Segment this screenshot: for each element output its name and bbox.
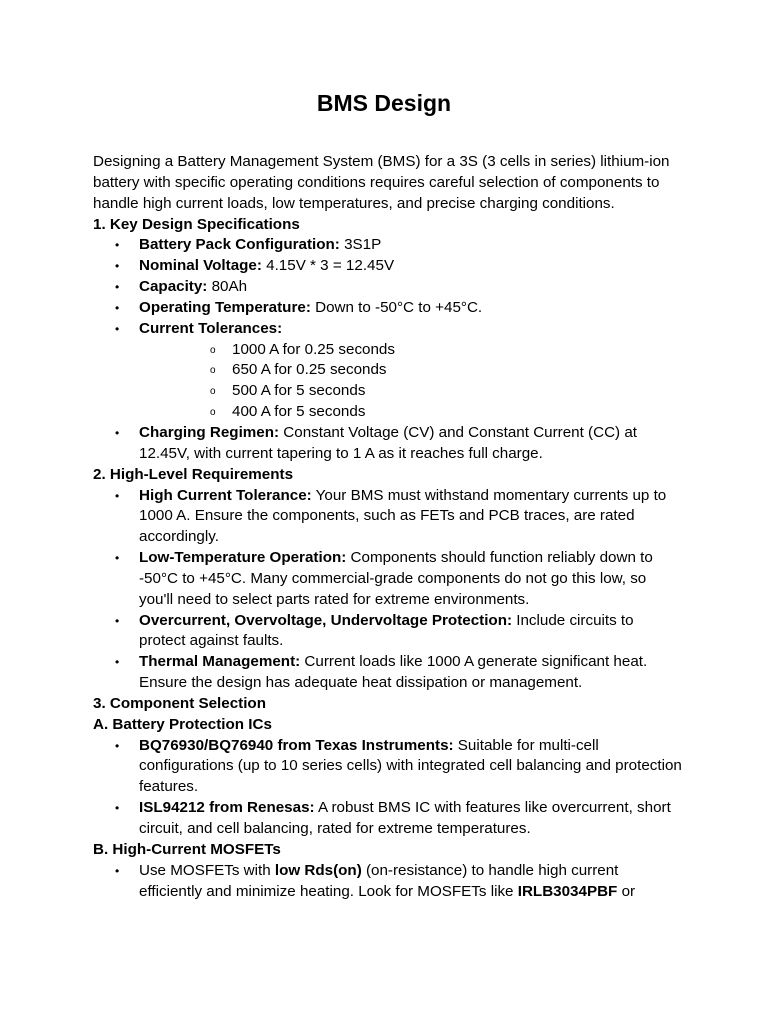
specifications-list	[93, 235, 683, 464]
list-item: • Low-Temperature Operation: Components should function reliably down to -50°C to +45°C. Many commercial-grade components do not go this low, so you'll need to select parts rated for extreme environments.	[93, 548, 683, 611]
list-item: • BQ76930/BQ76940 from Texas Instruments: Suitable for multi-cell configurations (up to 10 series cells) with integrated cell balancing and protection features.	[93, 736, 683, 799]
document-body	[93, 152, 683, 902]
mosfets-list	[93, 861, 683, 903]
protection-ics-list	[93, 736, 683, 840]
subsection-heading-mosfets: B. High-Current MOSFETs	[93, 840, 281, 858]
section-heading-requirements: 2. High-Level Requirements	[93, 465, 294, 483]
list-item: • ISL94212 from Renesas: A robust BMS IC with features like overcurrent, short circuit, and cell balancing, rated for extreme temperatures.	[93, 798, 683, 840]
sublist-item: o 650 A for 0.25 seconds	[139, 360, 683, 381]
page-title: BMS Design	[316, 90, 452, 116]
section-heading-specifications: 1. Key Design Specifications	[93, 215, 300, 233]
list-item: • Current Tolerances: o 1000 A for 0.25 seconds o 650 A for 0.25 seconds o 500 A for 5 seconds o 400 A for 5 seconds	[93, 319, 683, 423]
list-item: • Charging Regimen: Constant Voltage (CV) and Constant Current (CC) at 12.45V, with current tapering to 1 A as it reaches full charge.	[93, 423, 683, 465]
list-item: • High Current Tolerance: Your BMS must withstand momentary currents up to 1000 A. Ensure the components, such as FETs and PCB traces, are rated accordingly.	[93, 486, 683, 549]
list-item: • Nominal Voltage: 4.15V * 3 = 12.45V	[93, 256, 683, 277]
list-item: • Thermal Management: Current loads like 1000 A generate significant heat. Ensure the design has adequate heat dissipation or management.	[93, 652, 683, 694]
list-item: • Capacity: 80Ah	[93, 277, 683, 298]
sublist-item: o 1000 A for 0.25 seconds	[139, 340, 683, 361]
sublist-item: o 500 A for 5 seconds	[139, 381, 683, 402]
list-item: • Use MOSFETs with low Rds(on) (on-resistance) to handle high current efficiently and minimize heating. Look for MOSFETs like IRLB3034PBF or	[93, 861, 683, 903]
section-heading-component-selection: 3. Component Selection	[93, 694, 266, 712]
list-item: • Operating Temperature: Down to -50°C to +45°C.	[93, 298, 683, 319]
requirements-list	[93, 486, 683, 694]
list-item: • Overcurrent, Overvoltage, Undervoltage Protection: Include circuits to protect against faults.	[93, 611, 683, 653]
sublist-item: o 400 A for 5 seconds	[139, 402, 683, 423]
list-item: • Battery Pack Configuration: 3S1P	[93, 235, 683, 256]
current-tolerances-sublist	[139, 340, 683, 423]
intro-paragraph: Designing a Battery Management System (BMS) for a 3S (3 cells in series) lithium-ion battery with specific operating conditions requires careful selection of components to handle high current loads, low temperatures, and precise charging conditions.	[93, 153, 670, 212]
subsection-heading-protection-ics: A. Battery Protection ICs	[93, 715, 272, 733]
